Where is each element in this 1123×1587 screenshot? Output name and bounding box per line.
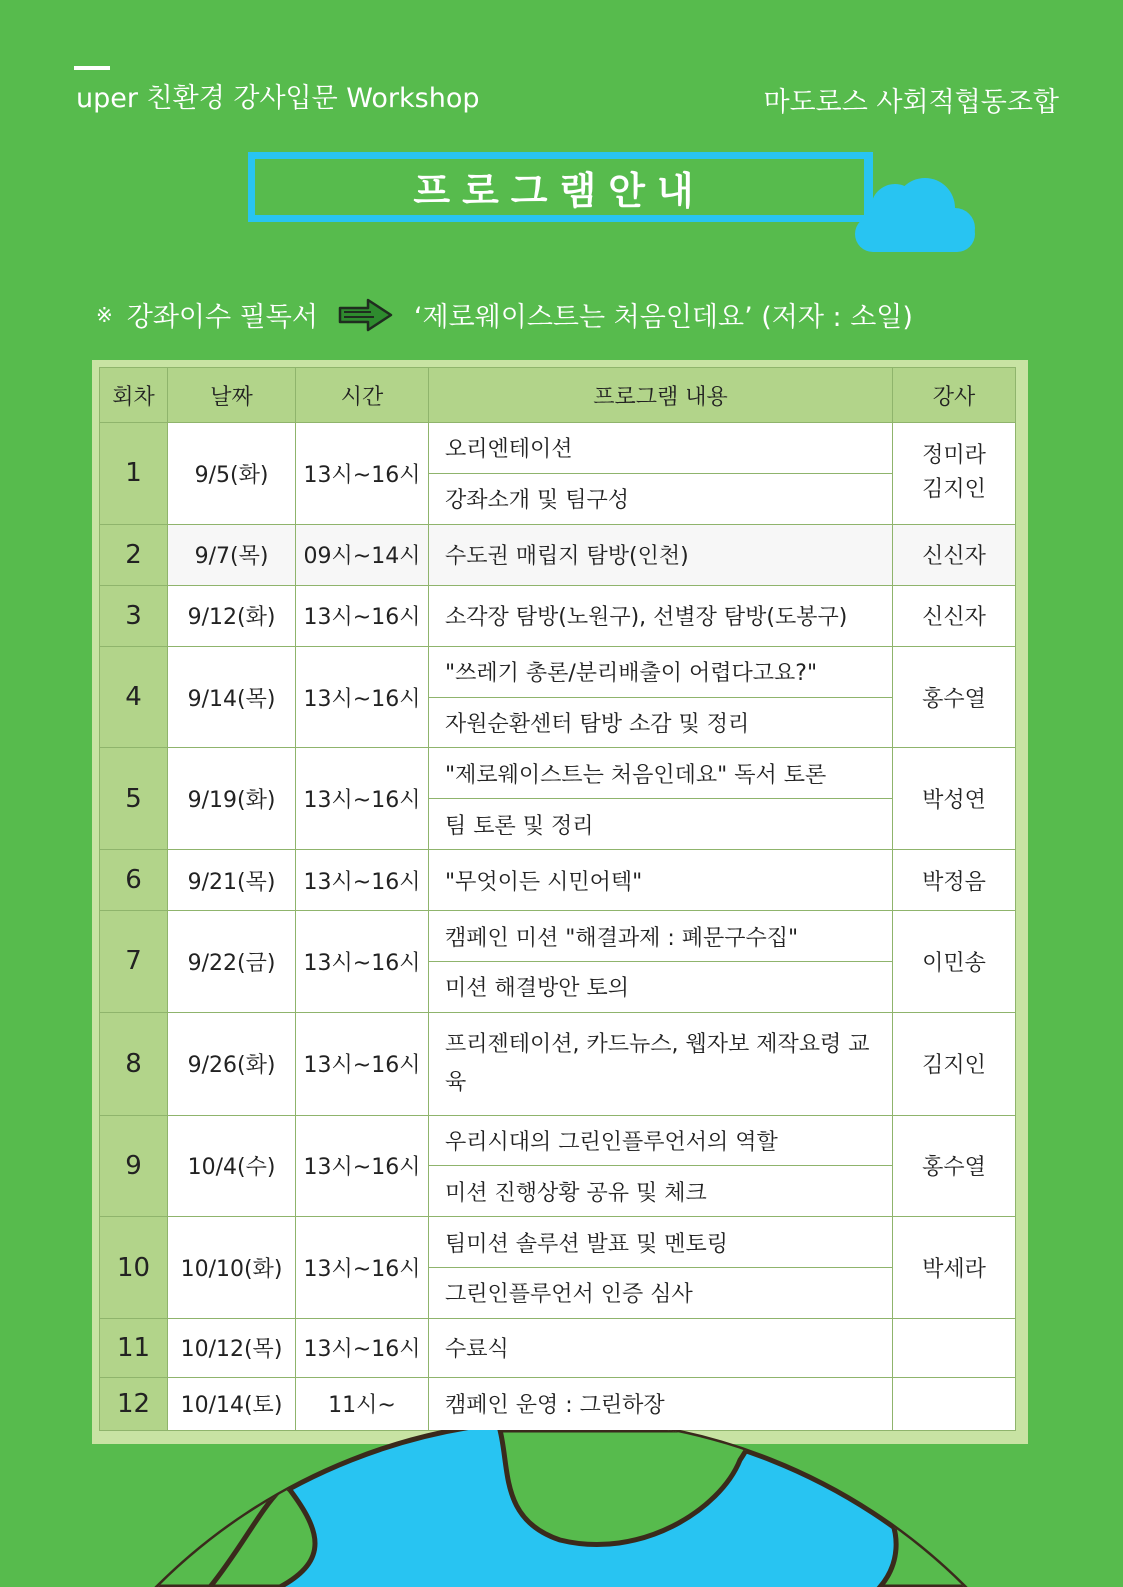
program-item: 캠페인 미션 "해결과제 : 폐문구수집" [429,911,893,962]
program-item: 오리엔테이션 [429,423,893,474]
program-item: 자원순환센터 탐방 소감 및 정리 [429,697,893,748]
instructor-name: 정미라 김지인 [922,443,986,503]
program-item: 강좌소개 및 팀구성 [429,473,893,524]
session-time: 13시~16시 [296,585,429,646]
program-item: 미션 진행상황 공유 및 체크 [429,1166,893,1217]
table-row [100,1012,1016,1115]
session-time: 13시~16시 [296,423,429,525]
session-time: 09시~14시 [296,524,429,585]
table-row [100,911,1016,962]
program-item: 미션 해결방안 토의 [429,961,893,1012]
session-date: 9/12(화) [168,585,296,646]
table-row [100,646,1016,697]
globe-icon [0,1430,1123,1587]
header-time: 시간 [296,368,429,423]
instructor: 박정음 [893,850,1016,911]
program-item: 팀미션 솔루션 발표 및 멘토링 [429,1217,893,1268]
header-date: 날짜 [168,368,296,423]
session-time: 13시~16시 [296,646,429,748]
instructor: 신신자 [893,524,1016,585]
program-item: 수도권 매립지 탐방(인천) [429,524,893,585]
session-number: 11 [100,1318,168,1377]
session-number: 1 [100,423,168,525]
reference-mark: ※ [96,302,113,327]
program-item: 우리시대의 그린인플루언서의 역할 [429,1115,893,1166]
table-row [100,423,1016,474]
required-reading-label: 강좌이수 필독서 [126,302,318,333]
header-program: 프로그램 내용 [429,368,893,423]
session-time: 13시~16시 [296,1012,429,1115]
program-item: 수료식 [429,1318,893,1377]
session-number: 3 [100,585,168,646]
table-row [100,1377,1016,1430]
instructor [893,1318,1016,1377]
table-row [100,850,1016,911]
instructor: 홍수열 [893,1115,1016,1217]
session-date: 10/4(수) [168,1115,296,1217]
session-time: 11시~ [296,1377,429,1430]
required-book: ‘제로웨이스트는 처음인데요’ (저자 : 소일) [413,302,913,333]
session-date: 10/12(목) [168,1318,296,1377]
schedule-panel [92,360,1028,1444]
program-item: 소각장 탐방(노원구), 선별장 탐방(도봉구) [429,585,893,646]
arrow-right-icon [338,297,394,333]
table-row [100,1217,1016,1268]
session-date: 9/22(금) [168,911,296,1013]
session-date: 9/19(화) [168,748,296,850]
session-date: 10/10(화) [168,1217,296,1319]
session-number: 8 [100,1012,168,1115]
instructor: 이민송 [893,911,1016,1013]
session-date: 9/5(화) [168,423,296,525]
session-number: 5 [100,748,168,850]
organization-name: 마도로스 사회적협동조합 [763,87,1059,118]
instructor [893,1377,1016,1430]
header-accent-bar [74,66,110,70]
session-date: 10/14(토) [168,1377,296,1430]
instructor: 박세라 [893,1217,1016,1319]
session-time: 13시~16시 [296,911,429,1013]
session-number: 12 [100,1377,168,1430]
required-reading-notice [96,295,913,334]
session-time: 13시~16시 [296,1115,429,1217]
program-item: "제로웨이스트는 처음인데요" 독서 토론 [429,748,893,799]
program-item: "쓰레기 총론/분리배출이 어렵다고요?" [429,646,893,697]
session-number: 2 [100,524,168,585]
workshop-title: uper 친환경 강사입문 Workshop [76,83,480,114]
header-session: 회차 [100,368,168,423]
session-number: 6 [100,850,168,911]
program-item: 그린인플루언서 인증 심사 [429,1268,893,1319]
header-instructor: 강사 [893,368,1016,423]
program-item: 팀 토론 및 정리 [429,799,893,850]
session-time: 13시~16시 [296,1318,429,1377]
session-time: 13시~16시 [296,1217,429,1319]
program-item: 캠페인 운영 : 그린하장 [429,1377,893,1430]
session-time: 13시~16시 [296,850,429,911]
session-date: 9/7(목) [168,524,296,585]
session-date: 9/21(목) [168,850,296,911]
session-number: 9 [100,1115,168,1217]
session-date: 9/26(화) [168,1012,296,1115]
session-time: 13시~16시 [296,748,429,850]
session-number: 10 [100,1217,168,1319]
table-row [100,748,1016,799]
session-number: 7 [100,911,168,1013]
table-row [100,524,1016,585]
table-row [100,1115,1016,1166]
program-item: "무엇이든 시민어텍" [429,850,893,911]
instructor: 박성연 [893,748,1016,850]
session-date: 9/14(목) [168,646,296,748]
program-item: 프리젠테이션, 카드뉴스, 웹자보 제작요령 교육 [429,1012,893,1115]
table-row [100,585,1016,646]
instructor [893,423,1016,525]
program-title-box [248,152,873,222]
table-header-row [100,368,1016,423]
program-title: 프로그램안내 [413,168,706,213]
schedule-table [99,367,1016,1431]
table-row [100,1318,1016,1377]
instructor: 홍수열 [893,646,1016,748]
cloud-icon [855,178,985,254]
instructor: 신신자 [893,585,1016,646]
instructor: 김지인 [893,1012,1016,1115]
session-number: 4 [100,646,168,748]
